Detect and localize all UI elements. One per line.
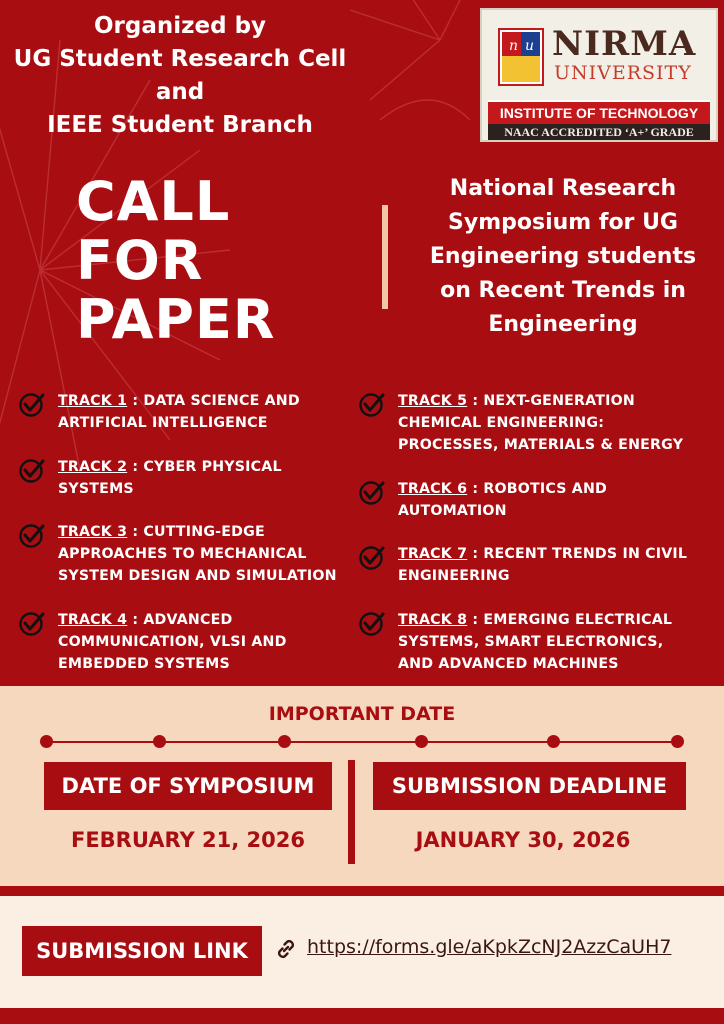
track-name: TRACK 3 bbox=[58, 524, 128, 540]
track-name: TRACK 5 bbox=[398, 393, 468, 409]
track-item-1 bbox=[18, 390, 300, 434]
track-item-2 bbox=[18, 456, 282, 500]
important-date-heading: IMPORTANT DATE bbox=[268, 703, 456, 725]
track-line: APPROACHES TO MECHANICAL bbox=[58, 546, 307, 562]
logo-name: NIRMA bbox=[552, 24, 697, 64]
track-line: ARTIFICIAL INTELLIGENCE bbox=[58, 415, 268, 431]
check-circle-icon bbox=[358, 390, 386, 418]
symposium-line: National Research bbox=[449, 176, 677, 201]
timeline-dot bbox=[278, 735, 291, 748]
logo-institute: INSTITUTE OF TECHNOLOGY bbox=[488, 100, 710, 124]
track-item-4 bbox=[18, 609, 287, 675]
headline-line: CALL bbox=[76, 170, 231, 233]
track-line: : EMERGING ELECTRICAL bbox=[467, 612, 673, 628]
submission-deadline-value: JANUARY 30, 2026 bbox=[415, 828, 631, 852]
track-line: : NEXT-GENERATION bbox=[467, 393, 635, 409]
timeline-line bbox=[46, 741, 678, 743]
submission-url-link[interactable]: https://forms.gle/aKpkZcNJ2AzzCaUH7 bbox=[307, 936, 672, 958]
submission-deadline-label: SUBMISSION DEADLINE bbox=[373, 762, 686, 810]
check-circle-icon bbox=[358, 478, 386, 506]
symposium-line: Engineering bbox=[488, 312, 638, 337]
track-item-5 bbox=[358, 390, 683, 456]
check-circle-icon bbox=[18, 609, 46, 637]
track-line: PROCESSES, MATERIALS & ENERGY bbox=[398, 437, 684, 453]
track-line: : CUTTING-EDGE bbox=[127, 524, 265, 540]
track-line: : RECENT TRENDS IN CIVIL bbox=[467, 546, 688, 562]
submission-link-label: SUBMISSION LINK bbox=[22, 926, 262, 976]
track-name: TRACK 4 bbox=[58, 612, 128, 628]
track-line: : DATA SCIENCE AND bbox=[127, 393, 300, 409]
track-text bbox=[398, 390, 683, 456]
check-circle-icon bbox=[18, 456, 46, 484]
symposium-date-label: DATE OF SYMPOSIUM bbox=[44, 762, 332, 810]
link-icon bbox=[273, 936, 299, 962]
logo-accreditation: NAAC ACCREDITED ‘A+’ GRADE bbox=[488, 124, 710, 140]
timeline-dot bbox=[415, 735, 428, 748]
track-line: ENGINEERING bbox=[398, 568, 510, 584]
call-for-paper-headline bbox=[76, 172, 275, 349]
track-item-6 bbox=[358, 478, 607, 522]
track-item-7 bbox=[358, 543, 687, 587]
symposium-date-value: FEBRUARY 21, 2026 bbox=[70, 828, 306, 852]
track-line: : ADVANCED bbox=[127, 612, 233, 628]
important-dates-section bbox=[0, 686, 724, 886]
timeline-dot bbox=[40, 735, 53, 748]
organizer-block bbox=[0, 10, 360, 142]
track-text bbox=[398, 543, 687, 587]
organizer-line: IEEE Student Branch bbox=[47, 112, 313, 138]
track-name: TRACK 7 bbox=[398, 546, 468, 562]
track-item-3 bbox=[18, 521, 337, 587]
headline-divider bbox=[382, 205, 388, 309]
check-circle-icon bbox=[18, 390, 46, 418]
track-line: AUTOMATION bbox=[398, 503, 507, 519]
check-circle-icon bbox=[358, 609, 386, 637]
timeline-dot bbox=[547, 735, 560, 748]
track-name: TRACK 6 bbox=[398, 481, 468, 497]
symposium-line: on Recent Trends in bbox=[440, 278, 686, 303]
svg-text:u: u bbox=[525, 38, 535, 54]
track-name: TRACK 2 bbox=[58, 459, 128, 475]
track-item-8 bbox=[358, 609, 672, 675]
logo-subtitle: UNIVERSITY bbox=[554, 62, 692, 84]
nirma-university-logo bbox=[480, 8, 718, 142]
track-line: : CYBER PHYSICAL bbox=[127, 459, 282, 475]
track-text bbox=[58, 521, 337, 587]
track-text bbox=[58, 609, 287, 675]
organizer-line: and bbox=[155, 79, 205, 105]
submission-link-section bbox=[0, 896, 724, 1008]
organizer-line: Organized by bbox=[93, 13, 267, 39]
svg-text:n: n bbox=[509, 38, 519, 54]
track-line: EMBEDDED SYSTEMS bbox=[58, 656, 230, 672]
track-line: COMMUNICATION, VLSI AND bbox=[58, 634, 287, 650]
track-line: CHEMICAL ENGINEERING: bbox=[398, 415, 605, 431]
track-text bbox=[58, 390, 300, 434]
timeline-dot bbox=[671, 735, 684, 748]
track-line: SYSTEMS, SMART ELECTRONICS, bbox=[398, 634, 664, 650]
dates-divider bbox=[348, 760, 355, 864]
university-emblem-icon bbox=[498, 28, 544, 86]
symposium-line: Symposium for UG bbox=[448, 210, 678, 235]
track-line: SYSTEMS bbox=[58, 481, 134, 497]
headline-line: PAPER bbox=[76, 288, 276, 351]
symposium-line: Engineering students bbox=[429, 244, 697, 269]
track-name: TRACK 8 bbox=[398, 612, 468, 628]
timeline-dot bbox=[153, 735, 166, 748]
track-name: TRACK 1 bbox=[58, 393, 128, 409]
check-circle-icon bbox=[18, 521, 46, 549]
track-line: SYSTEM DESIGN AND SIMULATION bbox=[58, 568, 337, 584]
headline-line: FOR bbox=[76, 229, 204, 292]
track-text bbox=[58, 456, 282, 500]
track-text bbox=[398, 609, 672, 675]
track-text bbox=[398, 478, 607, 522]
organizer-line: UG Student Research Cell bbox=[13, 46, 347, 72]
track-line: : ROBOTICS AND bbox=[467, 481, 608, 497]
track-line: AND ADVANCED MACHINES bbox=[398, 656, 619, 672]
check-circle-icon bbox=[358, 543, 386, 571]
symposium-title bbox=[410, 172, 716, 342]
